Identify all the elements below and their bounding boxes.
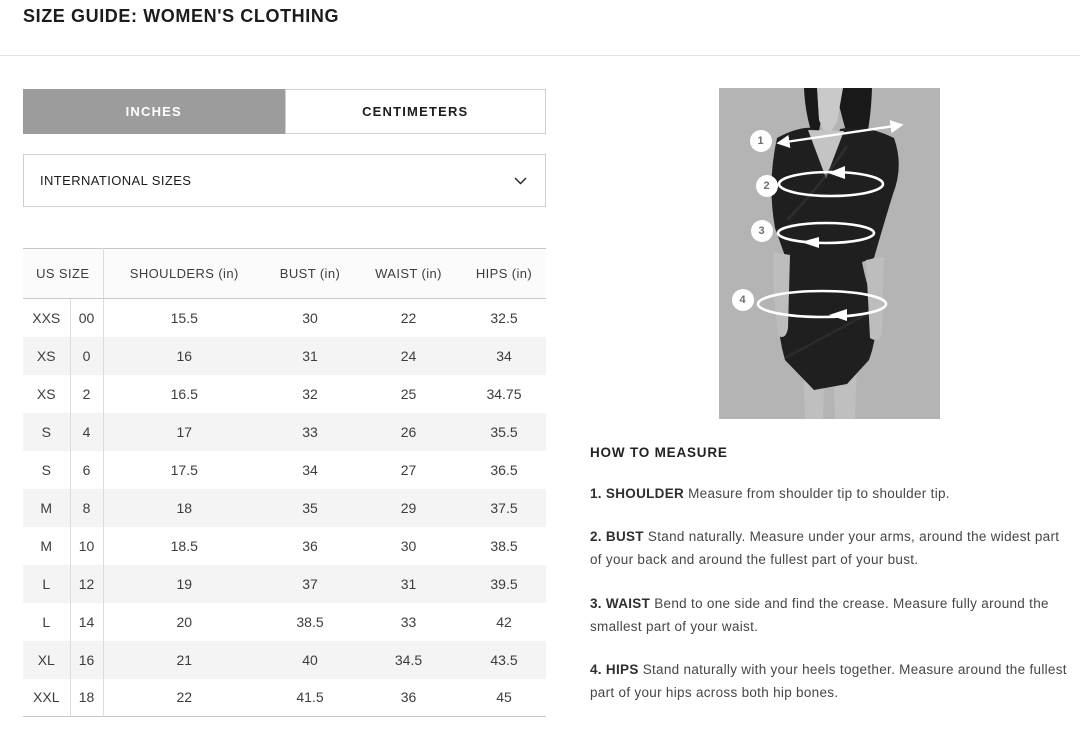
waist-cell: 34.5 — [394, 651, 423, 668]
step-shoulder-label: 1. SHOULDER — [590, 486, 685, 501]
bust-cell: 36 — [302, 537, 318, 554]
shoulders-cell: 18.5 — [170, 537, 198, 554]
shoulders-cell: 20 — [176, 613, 193, 630]
step-hips-text: Stand naturally with your heels together. Measure around the fullest part of your hips across both hip bones. — [590, 662, 1067, 701]
waist-cell: 27 — [400, 461, 417, 478]
us-size-cell: 10 — [70, 527, 103, 565]
hips-cell: 38.5 — [490, 537, 518, 554]
table-row — [23, 527, 546, 565]
shoulders-cell: 15.5 — [170, 309, 198, 326]
header-hips: HIPS (in) — [462, 249, 546, 299]
hips-cell: 34.75 — [486, 385, 522, 402]
size-label-cell: XXL — [23, 679, 70, 717]
step-waist-text: Bend to one side and find the crease. Measure fully around the smallest part of your waist. — [590, 595, 1049, 634]
size-label-cell: L — [23, 603, 70, 641]
header-bust: BUST (in) — [265, 249, 355, 299]
step-bust-text: Stand naturally. Measure under your arms, around the widest part of your back and around the fullest part of your bust. — [590, 529, 1060, 568]
hips-cell: 32.5 — [490, 309, 518, 326]
waist-cell: 22 — [400, 309, 417, 326]
size-label-cell: L — [23, 565, 70, 603]
size-chart-column — [23, 56, 546, 717]
figure-badge-shoulder: 1 — [750, 130, 772, 152]
us-size-cell: 14 — [70, 603, 103, 641]
shoulders-cell: 17 — [176, 423, 193, 440]
page-title: SIZE GUIDE: WOMEN'S CLOTHING — [23, 6, 340, 26]
bust-cell: 38.5 — [296, 613, 324, 630]
hips-cell: 43.5 — [490, 651, 518, 668]
table-row — [23, 337, 546, 375]
bust-cell: 34 — [302, 461, 318, 478]
step-hips — [590, 658, 1068, 704]
waist-cell: 36 — [400, 689, 417, 706]
size-label-cell: XS — [23, 337, 70, 375]
us-size-cell: 16 — [70, 641, 103, 679]
waist-cell: 33 — [400, 613, 417, 630]
table-row — [23, 413, 546, 451]
shoulders-cell: 18 — [176, 499, 193, 516]
waist-cell: 24 — [400, 347, 417, 364]
waist-cell: 26 — [400, 423, 417, 440]
size-table — [23, 248, 546, 717]
step-bust — [590, 525, 1068, 571]
header-us-size: US SIZE — [23, 249, 103, 299]
shoulders-cell: 17.5 — [170, 461, 198, 478]
table-header-row — [23, 249, 546, 299]
shoulders-cell: 21 — [176, 651, 193, 668]
hips-cell: 35.5 — [490, 423, 518, 440]
measurement-figure — [719, 88, 940, 419]
header-shoulders: SHOULDERS (in) — [103, 249, 265, 299]
figure-badge-bust: 2 — [756, 175, 778, 197]
us-size-cell: 2 — [70, 375, 103, 413]
table-row — [23, 489, 546, 527]
bust-cell: 30 — [302, 309, 318, 326]
bust-cell: 40 — [302, 651, 318, 668]
chevron-down-icon — [514, 177, 527, 185]
size-label-cell: S — [23, 413, 70, 451]
figure-badge-hips: 4 — [732, 289, 754, 311]
tab-centimeters[interactable]: CENTIMETERS — [285, 89, 547, 134]
step-shoulder-text: Measure from shoulder tip to shoulder tip. — [688, 486, 950, 501]
waist-cell: 25 — [400, 385, 417, 402]
size-label-cell: XXS — [23, 299, 70, 337]
size-label-cell: XS — [23, 375, 70, 413]
table-row — [23, 679, 546, 717]
waist-cell: 30 — [400, 537, 417, 554]
waist-cell: 29 — [400, 499, 417, 516]
waist-cell: 31 — [400, 575, 417, 592]
step-waist — [590, 592, 1068, 638]
us-size-cell: 6 — [70, 451, 103, 489]
how-to-measure-heading: HOW TO MEASURE — [590, 445, 728, 460]
bust-cell: 31 — [302, 347, 318, 364]
shoulders-cell: 19 — [176, 575, 193, 592]
bust-cell: 32 — [302, 385, 318, 402]
dropdown-label: INTERNATIONAL SIZES — [40, 173, 192, 188]
step-hips-label: 4. HIPS — [590, 662, 639, 678]
hips-cell: 45 — [496, 689, 512, 706]
step-bust-label: 2. BUST — [590, 529, 644, 545]
tab-inches[interactable]: INCHES — [23, 89, 285, 134]
bust-cell: 41.5 — [296, 689, 324, 706]
measure-steps — [590, 482, 1068, 705]
international-sizes-dropdown[interactable] — [23, 154, 546, 207]
size-label-cell: XL — [23, 641, 70, 679]
table-row — [23, 565, 546, 603]
how-to-measure-column — [590, 56, 1068, 725]
hips-cell: 42 — [496, 613, 512, 630]
figure-badge-waist: 3 — [751, 220, 773, 242]
us-size-cell: 0 — [70, 337, 103, 375]
us-size-cell: 00 — [70, 299, 103, 337]
us-size-cell: 4 — [70, 413, 103, 451]
shoulders-cell: 16.5 — [170, 385, 198, 402]
shoulders-cell: 22 — [176, 689, 193, 706]
hips-cell: 34 — [496, 347, 512, 364]
size-label-cell: M — [23, 527, 70, 565]
hips-cell: 39.5 — [490, 575, 518, 592]
content — [0, 56, 1080, 725]
page-header — [0, 0, 1080, 55]
hips-cell: 36.5 — [490, 461, 518, 478]
bust-cell: 37 — [302, 575, 318, 592]
us-size-cell: 12 — [70, 565, 103, 603]
size-label-cell: M — [23, 489, 70, 527]
table-row — [23, 299, 546, 337]
shoulders-cell: 16 — [176, 347, 193, 364]
hips-cell: 37.5 — [490, 499, 518, 516]
unit-tabs — [23, 89, 546, 134]
size-label-cell: S — [23, 451, 70, 489]
table-row — [23, 451, 546, 489]
step-waist-label: 3. WAIST — [590, 595, 651, 611]
bust-cell: 35 — [302, 499, 318, 516]
table-row — [23, 603, 546, 641]
us-size-cell: 8 — [70, 489, 103, 527]
table-row — [23, 641, 546, 679]
header-waist: WAIST (in) — [355, 249, 462, 299]
us-size-cell: 18 — [70, 679, 103, 717]
table-row — [23, 375, 546, 413]
step-shoulder — [590, 482, 1068, 505]
bust-cell: 33 — [302, 423, 318, 440]
